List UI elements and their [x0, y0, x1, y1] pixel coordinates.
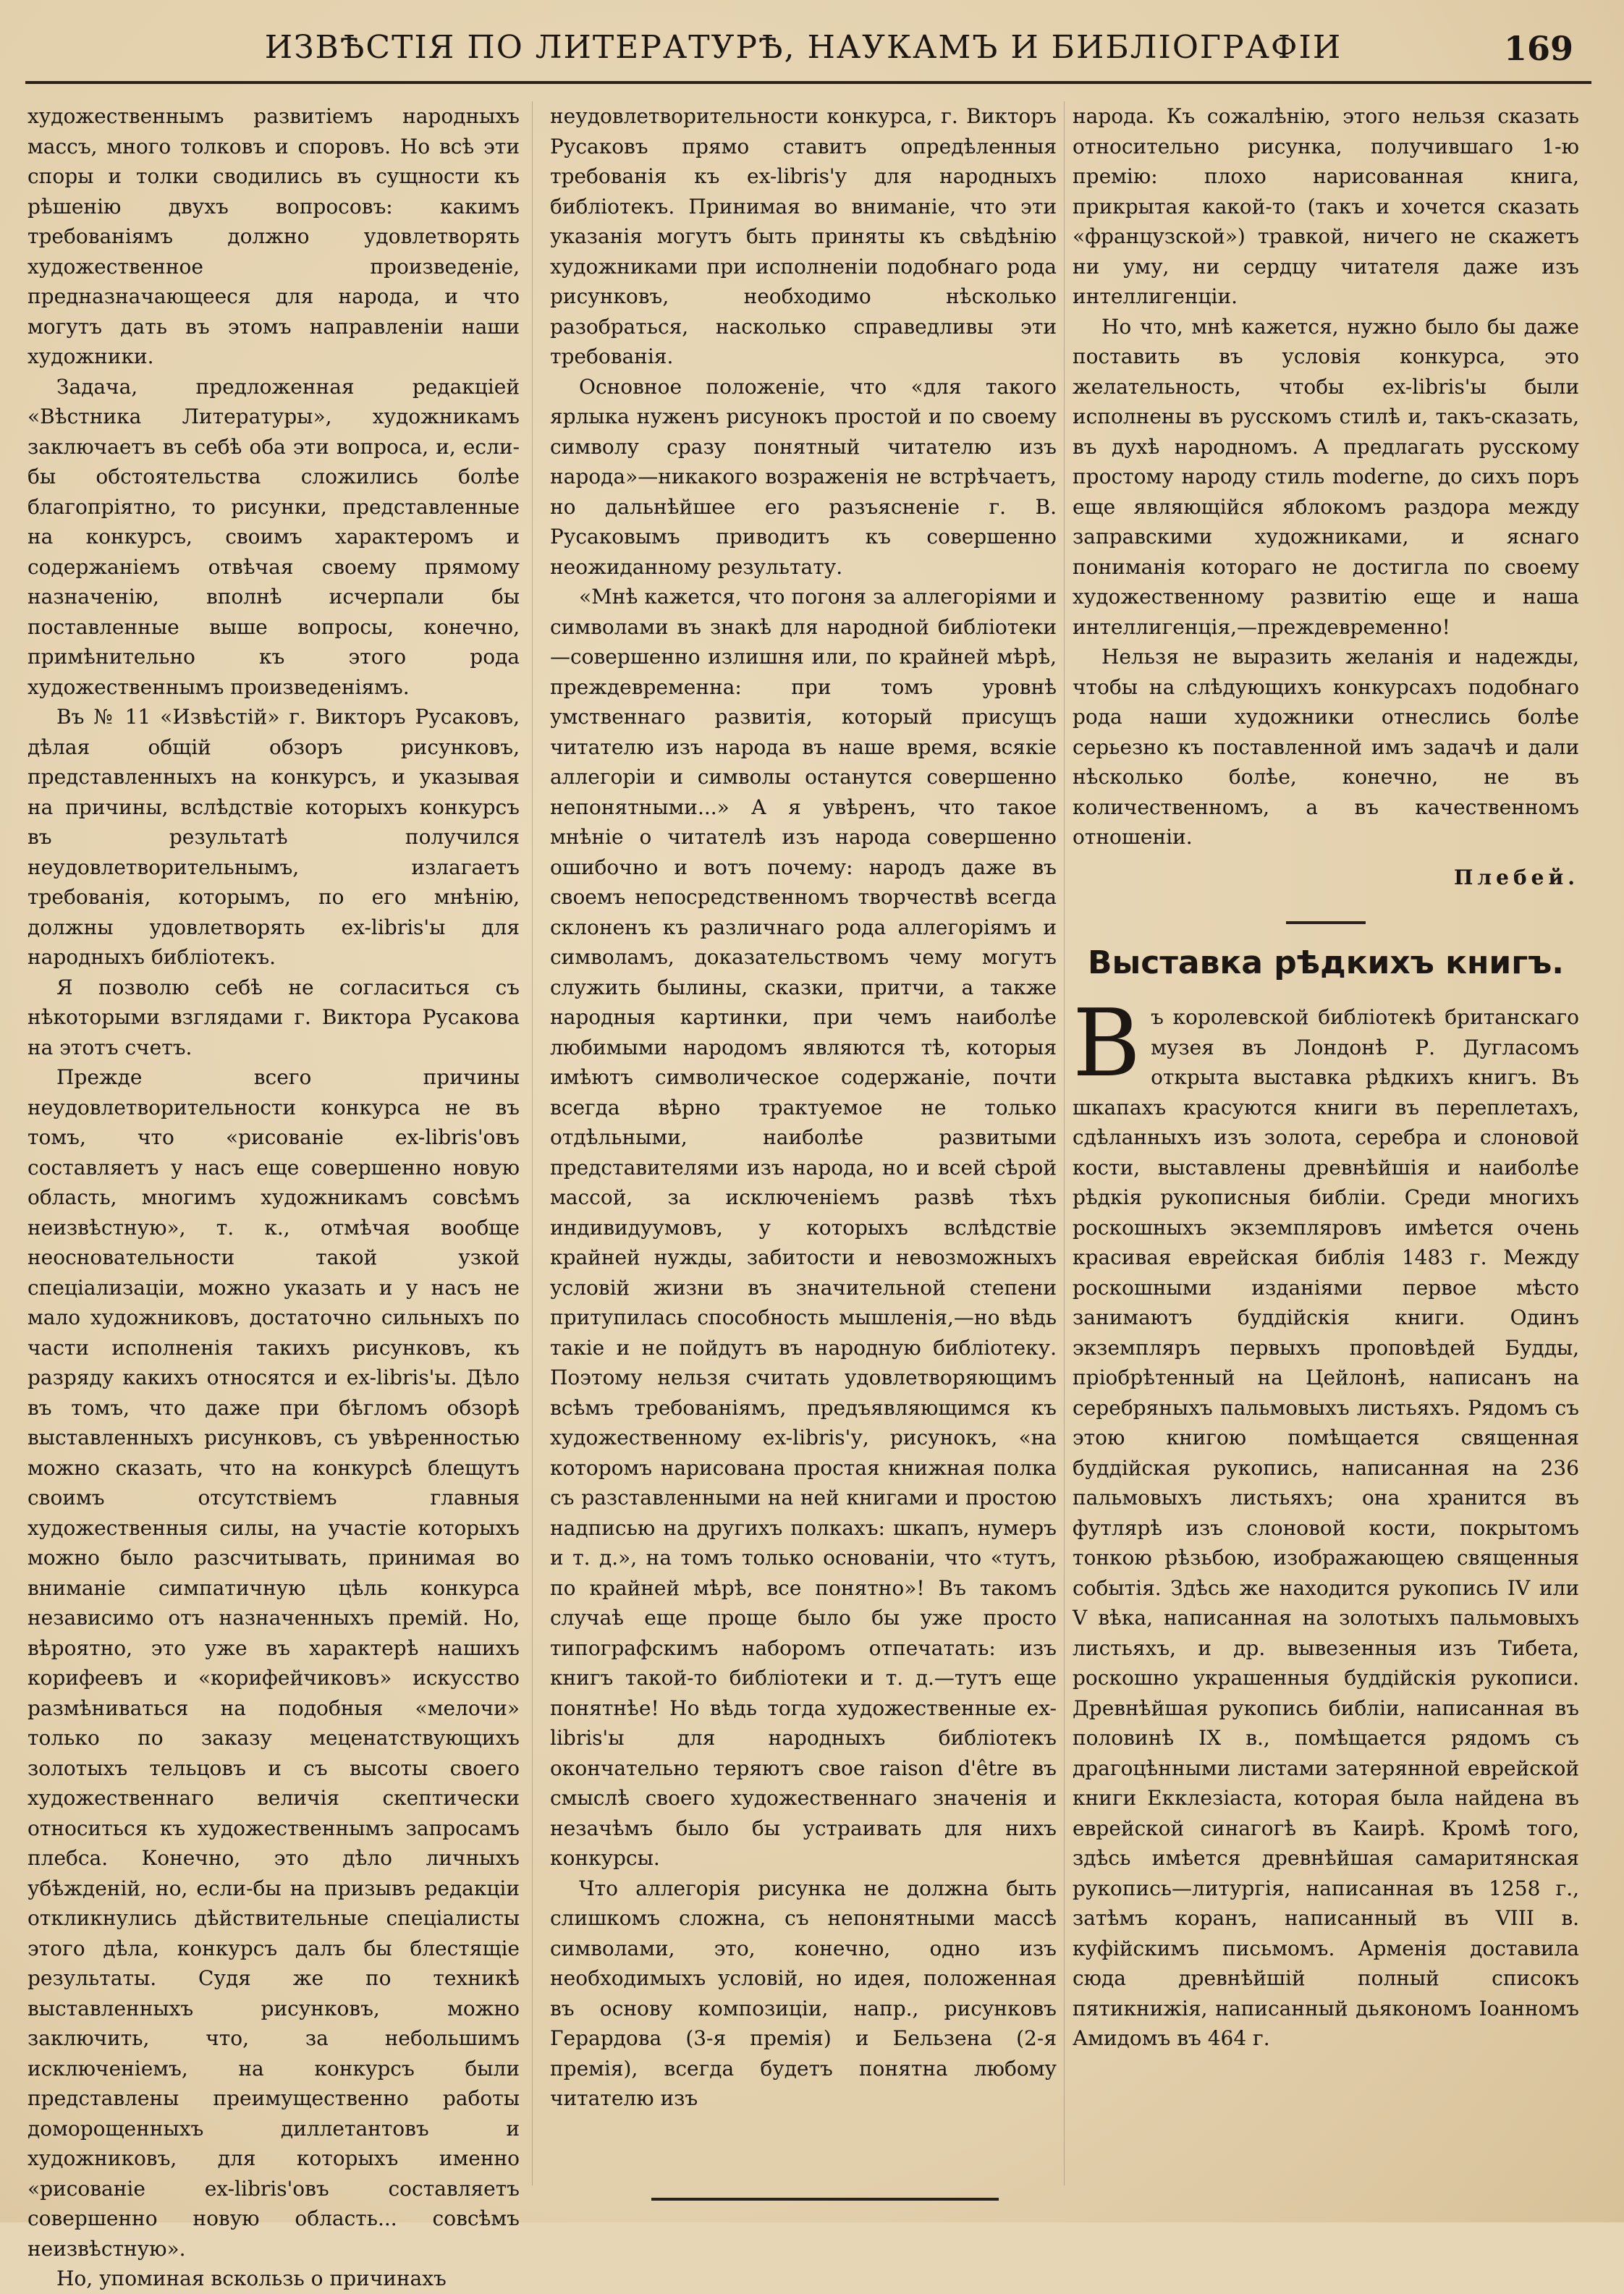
paragraph: Основное положеніе, что «для такого ярлыка нуженъ рисунокъ простой и по своему символу сразу понятный читателю изъ народа»—никакого возраженія не встрѣчаетъ, но дальнѣйшее его разъясненіе г. В. Русаковымъ приводитъ къ совершенно неожиданному результату. — [550, 374, 1057, 579]
header-rule — [25, 81, 1591, 84]
section-separator — [1286, 921, 1366, 924]
running-header: ИЗВѢСТІЯ ПО ЛИТЕРАТУРѢ, НАУКАМЪ И БИБЛІОГРАФІИ — [264, 29, 1342, 66]
paragraph: Нельзя не выразить желанія и надежды, чтобы на слѣдующихъ конкурсахъ подобнаго рода наши художники отнеслись болѣе серьезно къ поставленной имъ задачѣ и дали нѣсколько болѣе, конечно, не въ количественномъ, а въ качественномъ отношеніи. — [1073, 645, 1579, 849]
article-title: Выставка рѣдкихъ книгъ. — [1087, 944, 1565, 981]
column-1 — [28, 101, 520, 2294]
paragraph: Въ № 11 «Извѣстій» г. Викторъ Русаковъ, дѣлая общій обзоръ рисунковъ, представленныхъ на конкурсъ, и указывая на причины, вслѣдствіе которыхъ конкурсъ въ результатѣ получился неудовлетворительнымъ, излагаетъ требованія, которымъ, по его мнѣнію, должны удовлетворять ex-libris'ы для народныхъ библіотекъ. — [28, 705, 520, 969]
footer-rule — [651, 2198, 999, 2201]
paragraph: Прежде всего причины неудовлетворительности конкурса не въ томъ, что «рисованіе ex-libris'овъ составляетъ у насъ еще совершенно новую область, многимъ художникамъ совсѣмъ неизвѣстную», т. к., отмѣчая вообще неосновательности такой узкой спеціализаціи, можно указать и у насъ не мало художниковъ, достаточно сильныхъ по части исполненія такихъ рисунковъ, къ разряду какихъ относятся и ex-libris'ы. Дѣло въ томъ, что даже при бѣгломъ обзорѣ выставленныхъ рисунковъ, съ увѣренностью можно сказать, что на конкурсѣ блещутъ своимъ отсутствіемъ главныя художественныя силы, на участіе которыхъ можно было разсчитывать, принимая во вниманіе симпатичную цѣль конкурса независимо отъ назначенныхъ премій. Но, вѣроятно, это уже въ характерѣ нашихъ корифеевъ и «корифейчиковъ» искусство размѣниваться на подобныя «мелочи» только по заказу меценатствующихъ золотыхъ тельцовъ и съ высоты своего художественнаго величія скептически относиться къ художественнымъ запросамъ плебса. Конечно, это дѣло личныхъ убѣжденій, но, если-бы на призывъ редакціи откликнулись дѣйствительные спеціалисты этого дѣла, конкурсъ далъ бы блестящіе результаты. Судя же по техникѣ выставленныхъ рисунковъ, можно заключить, что, за небольшимъ исключеніемъ, на конкурсъ были представлены преимущественно работы доморощенныхъ диллетантовъ и художниковъ, для которыхъ именно «рисованіе ex-libris'овъ составляетъ совершенно новую область... совсѣмъ неизвѣстную». — [28, 1065, 520, 2261]
paragraph: народа. Къ сожалѣнію, этого нельзя сказать относительно рисунка, получившаго 1-ю премію: плохо нарисованная книга, прикрытая какой-то (такъ и хочется сказать «французской») травкой, ничего не скажетъ ни уму, ни сердцу читателя даже изъ интеллигенціи. — [1073, 104, 1579, 308]
column-3 — [1073, 101, 1579, 2054]
column-2 — [550, 101, 1057, 2114]
paragraph: Что аллегорія рисунка не должна быть слишкомъ сложна, съ непонятными массѣ символами, это, конечно, одно изъ необходимыхъ условій, но идея, положенная въ основу композиціи, напр., рисунковъ Герардова (3-я премія) и Бельзена (2-я премія), всегда будетъ понятна любому читателю изъ — [550, 1876, 1057, 2110]
paragraph: художественнымъ развитіемъ народныхъ массъ, много толковъ и споровъ. Но всѣ эти споры и толки сводились въ сущности къ рѣшенію двухъ вопросовъ: какимъ требованіямъ должно удовлетворять художественное произведеніе, предназначающееся для народа, и что могутъ дать въ этомъ направленіи наши художники. — [28, 104, 520, 368]
page-number: 169 — [1503, 29, 1573, 68]
drop-cap: В — [1073, 990, 1141, 1098]
paragraph: Я позволю себѣ не согласиться съ нѣкоторыми взглядами г. Виктора Русакова на этотъ счетъ. — [28, 975, 520, 1059]
author-signature: Плебей. — [1453, 865, 1579, 889]
paragraph: Но, упоминая вскользь о причинахъ — [56, 2267, 447, 2290]
paragraph-text: ъ королевской библіотекѣ британскаго музея въ Лондонѣ Р. Дугласомъ открыта выставка рѣдкихъ книгъ. Въ шкапахъ красуются книги въ переплетахъ, сдѣланныхъ изъ золота, серебра и слоновой кости, выставлены древнѣйшія и наиболѣе рѣдкія рукописныя библіи. Среди многихъ роскошныхъ экземпляровъ имѣется очень красивая еврейская библія 1483 г. Между роскошными изданіями первое мѣсто занимаютъ буддійскія книги. Одинъ экземпляръ первыхъ проповѣдей Будды, пріобрѣтенный на Цейлонѣ, написанъ на серебряныхъ пальмовыхъ листьяхъ. Рядомъ съ этою книгою помѣщается священная буддійская рукопись, написанная на 236 пальмовыхъ листьяхъ; она хранится въ футлярѣ изъ слоновой кости, покрытомъ тонкою рѣзьбою, изображающею священныя событія. Здѣсь же находится рукопись IV или V вѣка, написанная на золотыхъ пальмовыхъ листьяхъ, и др. вывезенныя изъ Тибета, роскошно украшенныя буддійскія рукописи. Древнѣйшая рукопись библіи, написанная въ половинѣ IX в., помѣщается рядомъ съ драгоцѣнными листами затерянной еврейской книги Екклезіаста, которая была найдена въ еврейской синагогѣ въ Каирѣ. Кромѣ того, здѣсь имѣется древнѣйшая самаритянская рукопись—литургія, написанная въ 1258 г., затѣмъ коранъ, написанный въ VIII в. куфійскимъ письмомъ. Арменія доставила сюда древнѣйшій полный списокъ пятикнижія, написанный дьякономъ Іоанномъ Амидомъ въ 464 г. — [1073, 1005, 1579, 2050]
paragraph: неудовлетворительности конкурса, г. Викторъ Русаковъ прямо ставитъ опредѣленныя требованія къ ex-libris'у для народныхъ библіотекъ. Принимая во вниманіе, что эти указанія могутъ быть приняты къ свѣдѣнію художниками при исполненіи подобнаго рода рисунковъ, необходимо нѣсколько разобраться, насколько справедливы эти требованія. — [550, 104, 1057, 368]
column-divider — [532, 101, 533, 2185]
paragraph — [1073, 990, 1579, 2054]
column-divider — [1064, 101, 1065, 2185]
paragraph: Задача, предложенная редакціей «Вѣстника Литературы», художникамъ заключаетъ въ себѣ оба эти вопроса, и, если-бы обстоятельства сложились болѣе благопріятно, то рисунки, представленные на конкурсъ, своимъ характеромъ и содержаніемъ отвѣчая своему прямому назначенію, вполнѣ исчерпали бы поставленные выше вопросы, конечно, примѣнительно къ этого рода художественнымъ произведеніямъ. — [28, 374, 520, 699]
paragraph: «Мнѣ кажется, что погоня за аллегоріями и символами въ знакѣ для народной библіотеки—совершенно излишня или, по крайней мѣрѣ, преждевременна: при томъ уровнѣ умственнаго развитія, который присущъ читателю изъ народа въ наше время, всякіе аллегоріи и символы останутся совершенно непонятными...» А я увѣренъ, что такое мнѣніе о читателѣ изъ народа совершенно ошибочно и вотъ почему: народъ даже въ своемъ непосредственномъ творчествѣ всегда склоненъ къ различнаго рода аллегоріямъ и символамъ, доказательствомъ чему могутъ служить былины, сказки, притчи, а также народныя картинки, при чемъ наиболѣе любимыми народомъ являются тѣ, которыя имѣютъ символическое содержаніе, почти всегда вѣрно трактуемое не только отдѣльными, наиболѣе развитыми представителями изъ народа, но и всей сѣрой массой, за исключеніемъ развѣ тѣхъ индивидуумовъ, у которыхъ вслѣдствіе крайней нужды, забитости и невозможныхъ условій жизни въ значительной степени притупилась способность мышленія,—но вѣдь такіе и не пойдутъ въ народную библіотеку. Поэтому нельзя считать удовлетворяющимъ всѣмъ требованіямъ, предъявляющимся къ художественному ex-libris'у, рисунокъ, «на которомъ нарисована простая книжная полка съ разставленными на ней книгами и простою надписью на другихъ полкахъ: шкапъ, нумеръ и т. д.», на томъ только основаніи, что «тутъ, по крайней мѣрѣ, все понятно»! Въ такомъ случаѣ еще проще было бы уже просто типографскимъ наборомъ отпечатать: изъ книгъ такой-то библіотеки и т. д.—тутъ еще понятнѣе! Но вѣдь тогда художественные ex-libris'ы для народныхъ библіотекъ окончательно теряютъ свое raison d'être въ смыслѣ своего художественнаго значенія и незачѣмъ было бы устраивать для нихъ конкурсы. — [550, 585, 1057, 1870]
paragraph: Но что, мнѣ кажется, нужно было бы даже поставить въ условія конкурса, это желательность, чтобы ex-libris'ы были исполнены въ русскомъ стилѣ и, такъ-сказать, въ духѣ народномъ. А предлагать русскому простому народу стиль moderne, до сихъ поръ еще являющійся яблокомъ раздора между заправскими художниками, и яснаго пониманія котораго не достигла по своему художественному развитію еще и наша интеллигенція,—преждевременно! — [1073, 314, 1579, 639]
